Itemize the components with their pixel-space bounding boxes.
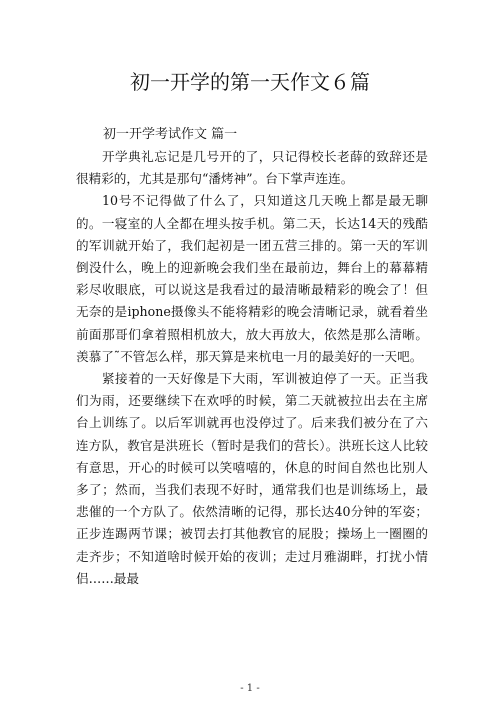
page-number: - 1 - bbox=[240, 683, 260, 694]
section-heading: 初一开学考试作文 篇一 bbox=[103, 127, 238, 142]
paragraph-2: 10号不记得做了什么了，只知道这几天晚上都是最无聊的。一寝室的人全都在埋头按手机。第二天，长达14天的残酷的军训就开始了，我们起初是一团五营三排的。第一天的军训倒没什么，晚上的迎新晚会我们坐在最前边，舞台上的幕幕精彩尽收眼底，可以说这是我看过的最清晰最精彩的晚会了！但无奈的是iphone摄像头不能将精彩的晚会清晰记录，就看着坐前面那哥们拿着照相机放大，放大再放大，依然是那么清晰。羡慕了˜不管怎么样，那天算是来杭电一月的最美好的一天吧。 bbox=[76, 193, 428, 364]
paragraph-3: 紧接着的一天好像是下大雨，军训被迫停了一天。正当我们为雨，还要继续下在欢呼的时候，第二天就被拉出去在主席台上训练了。以后军训就再也没停过了。后来我们被分在了六连方队，教官是洪班长（暂时是我们的营长）。洪班长这人比较有意思，开心的时候可以笑嘻嘻的，休息的时间自然也比别人多了；然而，当我们表现不好时，通常我们也是训练场上，最悲催的一个方队了。依然清晰的记得，那长达40分钟的军姿；正步连踢两节课；被罚去打其他教官的屁股；操场上一圈圈的走齐步；不知道啥时候开始的夜训；走过月雅湖畔，打扰小情侣……最最 bbox=[76, 371, 428, 586]
document-title: 初一开学的第一天作文６篇 bbox=[130, 70, 370, 94]
document-body bbox=[76, 124, 428, 590]
paragraph-1: 开学典礼忘记是几号开的了，只记得校长老薛的致辞还是很精彩的，尤其是那句“潘烤神”。台下掌声连连。 bbox=[76, 149, 428, 187]
